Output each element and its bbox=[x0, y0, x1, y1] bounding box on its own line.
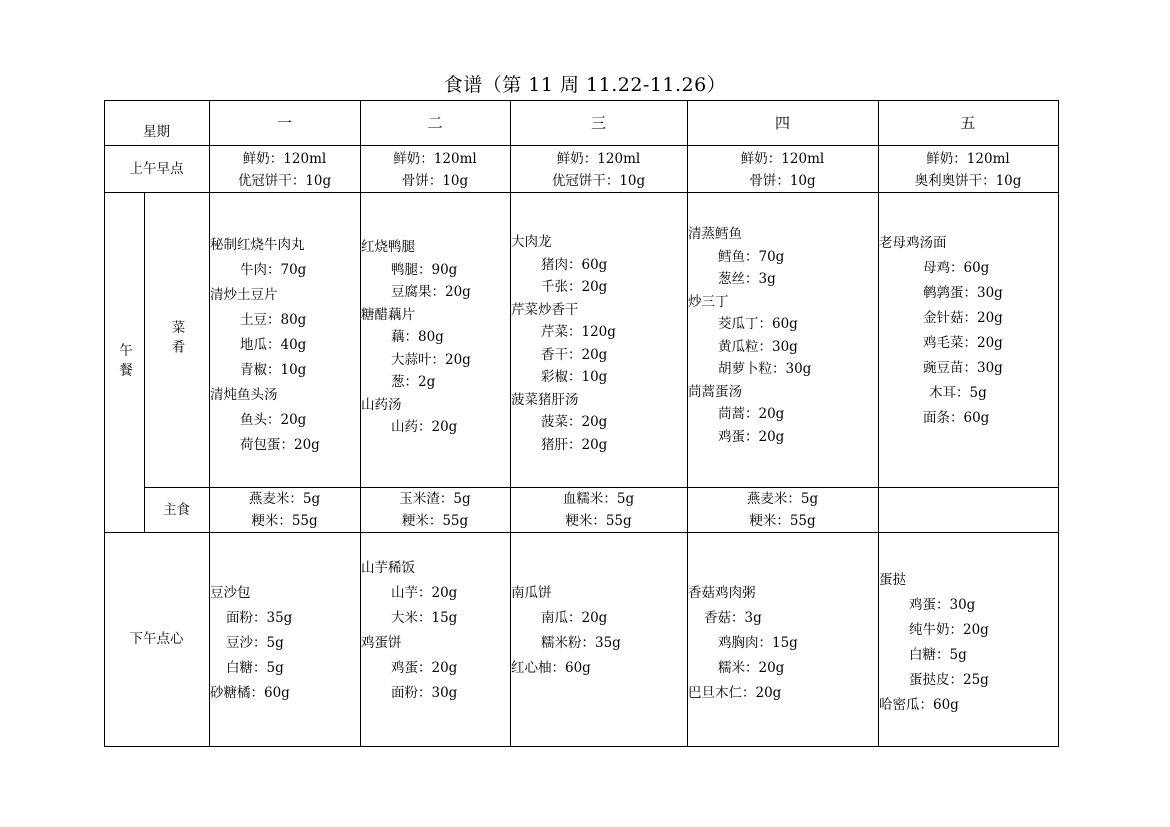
ingredient: 大米：15g bbox=[391, 610, 458, 626]
menu-item: 燕麦米：5g bbox=[746, 491, 819, 507]
ingredient: 鱼头：20g bbox=[240, 412, 307, 428]
ingredient: 藕：80g bbox=[391, 329, 444, 345]
ingredient: 母鸡：60g bbox=[923, 260, 990, 276]
afternoon-snack-cell bbox=[688, 581, 878, 706]
lunch-dishes-cell bbox=[511, 231, 687, 456]
afternoon-snack-cell bbox=[210, 581, 359, 706]
morning-snack-cell bbox=[687, 148, 878, 192]
dish-name: 秘制红烧牛肉丸 bbox=[210, 237, 305, 253]
menu-item: 优冠饼干：10g bbox=[237, 173, 332, 189]
row-label: 下午点心 bbox=[129, 631, 184, 647]
menu-item: 鲜奶：120ml bbox=[242, 151, 327, 167]
table-line bbox=[104, 192, 1059, 193]
menu-item: 优冠饼干：10g bbox=[551, 173, 646, 189]
dish-name: 豆沙包 bbox=[210, 585, 251, 601]
dish-name: 糖醋藕片 bbox=[361, 306, 415, 323]
ingredient: 豆沙：5g bbox=[226, 635, 284, 651]
ingredient: 香干：20g bbox=[541, 346, 608, 363]
ingredient: 纯牛奶：20g bbox=[909, 622, 989, 638]
day-label: 二 bbox=[427, 113, 443, 132]
dish-name: 芹菜炒香干 bbox=[511, 301, 579, 318]
dish-name: 巴旦木仁：20g bbox=[688, 685, 782, 701]
lunch-staple-cell bbox=[878, 488, 1058, 532]
menu-item: 血糯米：5g bbox=[562, 491, 635, 507]
ingredient: 黄瓜粒：30g bbox=[718, 338, 798, 355]
ingredient: 糯米粉：35g bbox=[541, 635, 621, 651]
ingredient: 香菇：3g bbox=[704, 610, 762, 626]
dish-name: 砂糖橘：60g bbox=[210, 685, 290, 701]
ingredient: 鸡蛋：30g bbox=[909, 597, 976, 613]
dish-name: 茼蒿蛋汤 bbox=[688, 383, 742, 400]
table-line bbox=[104, 746, 1059, 747]
row-label-morning bbox=[104, 145, 209, 192]
menu-item: 燕麦米：5g bbox=[248, 491, 321, 507]
ingredient: 糯米：20g bbox=[718, 660, 785, 676]
dish-name: 清炒土豆片 bbox=[210, 287, 278, 303]
ingredient: 葱丝：3g bbox=[718, 271, 776, 287]
menu-item: 鲜奶：120ml bbox=[926, 151, 1010, 167]
dish-name: 香菇鸡肉粥 bbox=[688, 585, 756, 601]
afternoon-snack-cell bbox=[879, 568, 1058, 718]
row-label-lunch bbox=[104, 192, 144, 532]
ingredient: 荷包蛋：20g bbox=[240, 437, 320, 453]
page-title: 食谱（第 11 周 11.22-11.26） bbox=[443, 74, 727, 96]
ingredient: 豆腐果：20g bbox=[391, 284, 471, 300]
dish-name: 清蒸鳕鱼 bbox=[688, 226, 742, 242]
lunch-dishes-cell bbox=[210, 233, 359, 458]
ingredient: 大蒜叶：20g bbox=[391, 351, 471, 368]
dish-name: 菠菜猪肝汤 bbox=[511, 391, 579, 408]
ingredient: 鳕鱼：70g bbox=[718, 248, 785, 265]
day-header-4 bbox=[687, 100, 878, 145]
ingredient: 山芋：20g bbox=[391, 585, 458, 601]
dish-name: 红烧鸭腿 bbox=[361, 239, 415, 255]
table-line bbox=[104, 532, 1059, 533]
ingredient: 鸡蛋：20g bbox=[718, 428, 785, 445]
ingredient: 面条：60g bbox=[923, 410, 990, 426]
lunch-staple-cell bbox=[687, 488, 878, 532]
ingredient: 猪肝：20g bbox=[541, 436, 608, 453]
menu-item: 粳米：55g bbox=[565, 513, 632, 529]
ingredient: 鹌鹑蛋：30g bbox=[923, 285, 1003, 301]
ingredient: 青椒：10g bbox=[240, 362, 307, 378]
morning-snack-cell bbox=[510, 148, 687, 192]
ingredient: 猪肉：60g bbox=[541, 256, 608, 273]
lunch-staple-cell bbox=[209, 488, 360, 532]
row-label-afternoon bbox=[104, 532, 209, 746]
lunch-staple-cell bbox=[360, 488, 510, 532]
menu-item: 骨饼：10g bbox=[749, 173, 816, 189]
lunch-dishes-cell bbox=[361, 236, 510, 439]
ingredient: 白糖：5g bbox=[909, 647, 967, 663]
ingredient: 彩椒：10g bbox=[541, 369, 608, 385]
ingredient: 菠菜：20g bbox=[541, 414, 608, 430]
ingredient: 葱：2g bbox=[391, 374, 436, 390]
menu-item: 骨饼：10g bbox=[401, 173, 469, 189]
dish-name: 大肉龙 bbox=[511, 234, 552, 250]
morning-snack-cell bbox=[360, 148, 510, 192]
ingredient: 地瓜：40g bbox=[240, 337, 307, 353]
ingredient: 茭瓜丁：60g bbox=[718, 316, 798, 332]
day-label: 四 bbox=[774, 113, 790, 132]
table-line bbox=[1058, 100, 1059, 747]
row-label-dishes bbox=[144, 192, 209, 487]
day-label: 一 bbox=[276, 113, 292, 132]
menu-item: 鲜奶：120ml bbox=[393, 151, 477, 167]
dish-name: 山芋稀饭 bbox=[361, 560, 415, 576]
ingredient: 面粉：35g bbox=[226, 610, 293, 626]
afternoon-snack-cell bbox=[511, 581, 687, 681]
lunch-dishes-cell bbox=[879, 231, 1058, 431]
row-label: 主食 bbox=[163, 501, 190, 518]
dish-name: 蛋挞 bbox=[879, 572, 906, 588]
row-label-staple bbox=[144, 487, 209, 532]
dish-name: 山药汤 bbox=[361, 396, 402, 413]
ingredient: 金针菇：20g bbox=[923, 310, 1003, 326]
ingredient: 牛肉：70g bbox=[240, 262, 307, 278]
weekday-label: 星期 bbox=[143, 124, 170, 140]
afternoon-snack-cell bbox=[361, 556, 510, 706]
row-label: 上午早点 bbox=[129, 160, 184, 177]
menu-item: 粳米：55g bbox=[251, 513, 318, 529]
day-label: 五 bbox=[960, 113, 976, 132]
menu-item: 鲜奶：120ml bbox=[556, 151, 641, 167]
ingredient: 南瓜：20g bbox=[541, 610, 608, 626]
day-label: 三 bbox=[590, 113, 606, 132]
ingredient: 千张：20g bbox=[541, 279, 608, 295]
menu-item: 玉米渣：5g bbox=[399, 491, 471, 507]
lunch-dishes-cell bbox=[688, 223, 878, 448]
morning-snack-cell bbox=[209, 148, 360, 192]
ingredient: 木耳：5g bbox=[929, 385, 987, 401]
ingredient: 茼蒿：20g bbox=[718, 406, 785, 422]
lunch-staple-cell bbox=[510, 488, 687, 532]
ingredient: 鸡毛菜：20g bbox=[923, 335, 1003, 351]
menu-item: 粳米：55g bbox=[749, 513, 816, 529]
day-header-2 bbox=[360, 100, 510, 145]
ingredient: 山药：20g bbox=[391, 419, 458, 435]
menu-item: 粳米：55g bbox=[401, 513, 469, 529]
day-header-5 bbox=[878, 100, 1058, 145]
ingredient: 胡萝卜粒：30g bbox=[718, 361, 812, 377]
ingredient: 白糖：5g bbox=[226, 660, 284, 676]
dish-name: 炒三丁 bbox=[688, 293, 729, 310]
day-header-1 bbox=[209, 100, 360, 145]
ingredient: 蛋挞皮：25g bbox=[909, 672, 989, 688]
dish-name: 清炖鱼头汤 bbox=[210, 387, 278, 403]
row-label: 菜肴 bbox=[168, 320, 185, 359]
dish-name: 哈密瓜：60g bbox=[879, 697, 959, 713]
table-line bbox=[104, 145, 1059, 146]
ingredient: 鸡胸肉：15g bbox=[718, 635, 798, 651]
ingredient: 鸭腿：90g bbox=[391, 261, 458, 278]
dish-name: 南瓜饼 bbox=[511, 585, 552, 601]
ingredient: 鸡蛋：20g bbox=[391, 660, 458, 676]
ingredient: 面粉：30g bbox=[391, 685, 458, 701]
row-label: 午餐 bbox=[116, 342, 132, 382]
dish-name: 老母鸡汤面 bbox=[879, 235, 947, 251]
ingredient: 豌豆苗：30g bbox=[923, 360, 1003, 376]
menu-item: 鲜奶：120ml bbox=[740, 151, 825, 167]
dish-name: 红心柚：60g bbox=[511, 660, 591, 676]
day-header-3 bbox=[510, 100, 687, 145]
menu-item: 奥利奥饼干：10g bbox=[914, 173, 1022, 189]
ingredient: 芹菜：120g bbox=[541, 324, 616, 340]
ingredient: 土豆：80g bbox=[240, 312, 307, 328]
dish-name: 鸡蛋饼 bbox=[361, 635, 402, 651]
morning-snack-cell bbox=[878, 148, 1058, 192]
